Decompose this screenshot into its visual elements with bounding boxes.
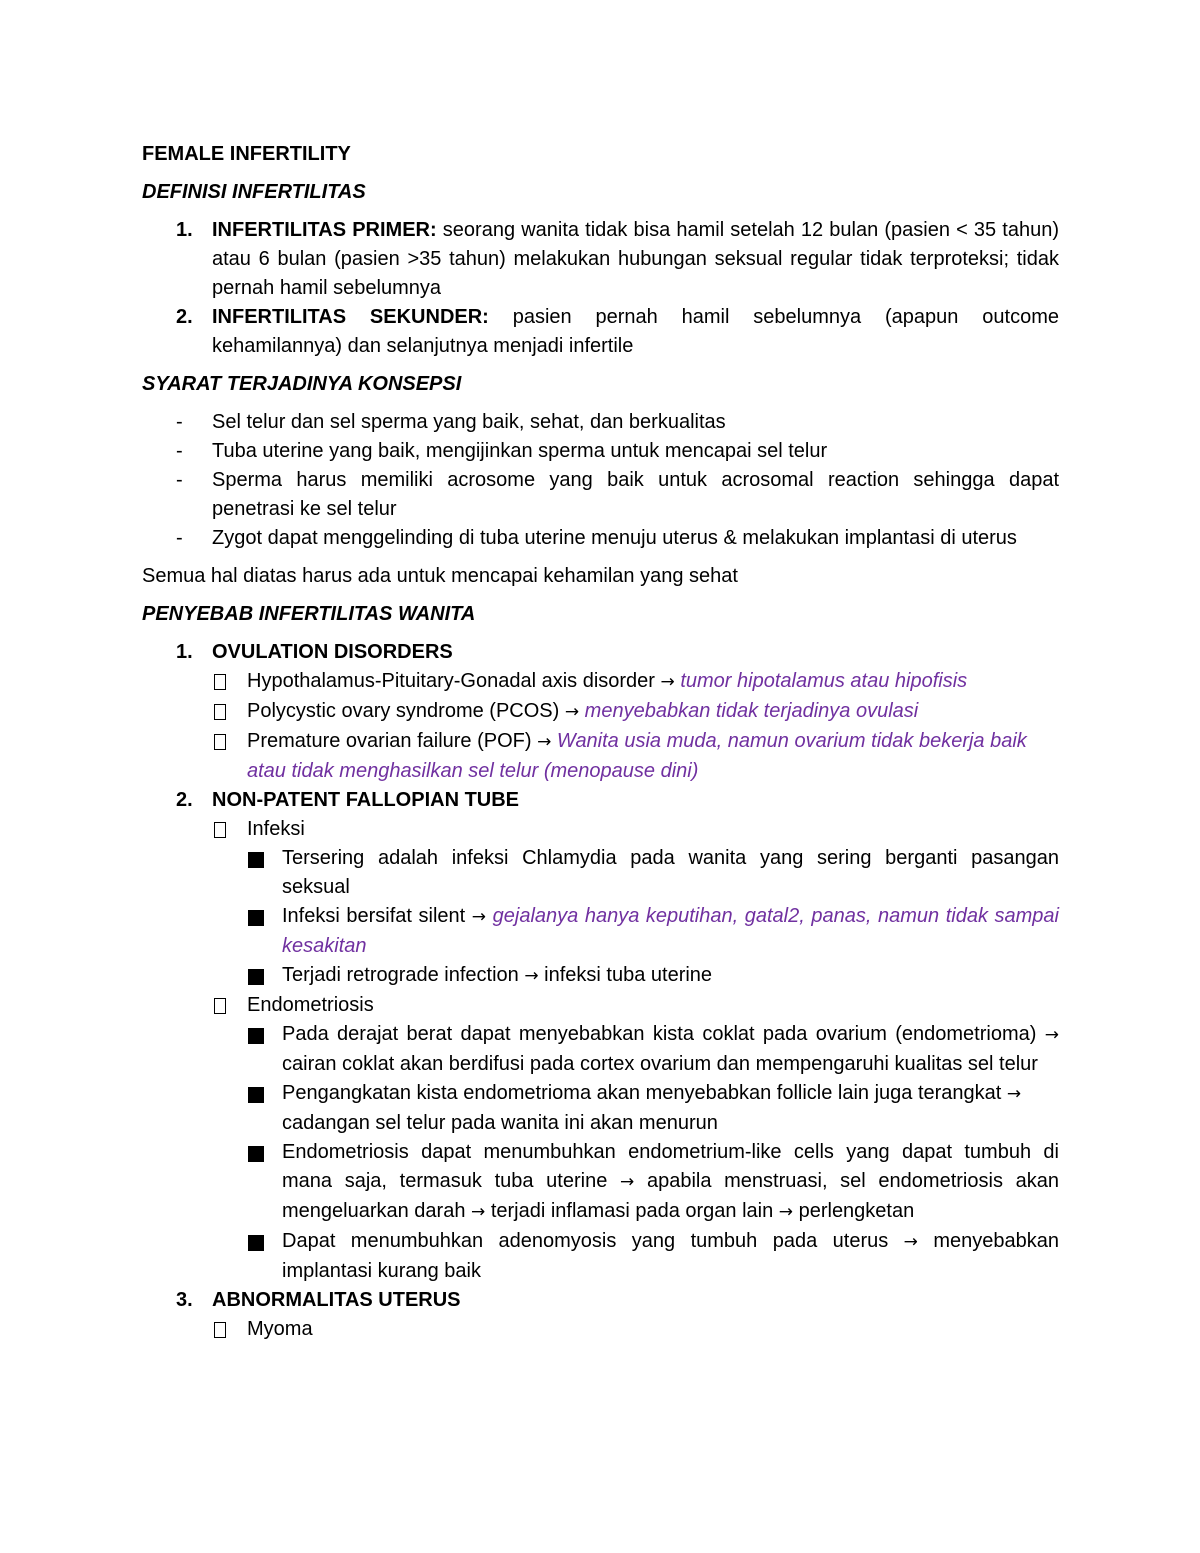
sub-item-text: Myoma <box>247 1318 313 1340</box>
item-text: Zygot dapat menggelinding di tuba uterine menuju uterus & melakukan implantasi di uterus <box>212 527 1017 549</box>
arrow-icon: → <box>903 1232 918 1252</box>
subsub-item-text: cairan coklat akan berdifusi pada cortex ovarium dan mempengaruhi kualitas sel telur <box>282 1053 1038 1075</box>
arrow-icon: → <box>778 1202 794 1222</box>
sub-item-endometriosis <box>212 991 1059 1286</box>
checkbox-glyph-icon <box>212 1315 247 1344</box>
cause-title: OVULATION DISORDERS <box>212 641 453 663</box>
item-text: Sel telur dan sel sperma yang baik, sehat, dan berkualitas <box>212 411 726 433</box>
list-number: 1. <box>176 219 193 241</box>
subsub-item <box>247 1138 1059 1227</box>
subsub-item-note: gejalanya hanya keputihan, gatal2, panas, namun tidak sampai kesakitan <box>282 905 1060 957</box>
dash-bullet: - <box>176 527 183 549</box>
square-bullet-icon <box>247 902 282 931</box>
sub-item-note: menyebabkan tidak terjadinya ovulasi <box>584 700 919 722</box>
list-item <box>142 437 1059 466</box>
arrow-icon: → <box>471 1202 486 1222</box>
section-heading-definisi: DEFINISI INFERTILITAS <box>142 181 366 203</box>
item-text: pasien pernah hamil sebelumnya (apapun outcome kehamilannya) dan selanjutnya menjadi infertile <box>212 306 1059 357</box>
checkbox-glyph-icon <box>212 697 247 726</box>
list-item <box>142 303 1059 361</box>
square-bullet-icon <box>247 1138 282 1167</box>
subsub-item-text: Endometriosis dapat menumbuhkan endometrium-like cells yang dapat tumbuh di mana saja, termasuk tuba uterine <box>282 1141 1059 1192</box>
checkbox-glyph-icon <box>212 667 247 696</box>
arrow-icon: → <box>524 966 539 986</box>
sub-item-text: Polycystic ovary syndrome (PCOS) <box>247 700 565 722</box>
subsub-item <box>247 844 1059 902</box>
document-title: FEMALE INFERTILITY <box>142 143 351 165</box>
conclusion-paragraph: Semua hal diatas harus ada untuk mencapai kehamilan yang sehat <box>142 565 738 587</box>
sub-item <box>212 727 1059 786</box>
sub-item-infeksi <box>212 815 1059 991</box>
subsub-item-text: Terjadi retrograde infection <box>282 964 525 986</box>
definisi-list <box>142 216 1059 361</box>
square-bullet-icon <box>247 844 282 873</box>
checkbox-glyph-icon <box>212 815 247 844</box>
subsub-item-text: Dapat menumbuhkan adenomyosis yang tumbuh pada uterus <box>282 1230 904 1252</box>
syarat-list <box>142 408 1059 553</box>
item-text: Tuba uterine yang baik, mengijinkan sperma untuk mencapai sel telur <box>212 440 828 462</box>
list-item <box>142 466 1059 524</box>
checkbox-glyph-icon <box>212 727 247 756</box>
cause-item-ovulation <box>142 638 1059 786</box>
sub-item-text: Premature ovarian failure (POF) <box>247 730 538 752</box>
item-label: INFERTILITAS PRIMER: <box>212 219 437 241</box>
dash-bullet: - <box>176 440 183 462</box>
square-bullet-icon <box>247 961 282 990</box>
sub-item-text: Hypothalamus-Pituitary-Gonadal axis disorder <box>247 670 661 692</box>
subsub-item-text: Infeksi bersifat silent <box>282 905 472 927</box>
sub-item-note: Wanita usia muda, namun ovarium tidak bekerja baik atau tidak menghasilkan sel telur (menopause dini) <box>247 730 1027 782</box>
section-heading-syarat: SYARAT TERJADINYA KONSEPSI <box>142 373 462 395</box>
arrow-icon: → <box>660 672 675 692</box>
dash-bullet: - <box>176 469 183 491</box>
sub-item-note: tumor hipotalamus atau hipofisis <box>680 670 968 692</box>
sub-item-label: Endometriosis <box>247 994 374 1016</box>
subsub-item <box>247 961 1059 991</box>
subsub-item <box>247 1020 1059 1079</box>
subsub-item-text: cadangan sel telur pada wanita ini akan menurun <box>282 1112 718 1134</box>
arrow-icon: → <box>471 907 487 927</box>
sub-item <box>212 667 1059 697</box>
subsub-item-text: infeksi tuba uterine <box>538 964 713 986</box>
dash-bullet: - <box>176 411 183 433</box>
subsub-item-text: terjadi inflamasi pada organ lain <box>485 1200 779 1222</box>
arrow-icon: → <box>537 732 552 752</box>
subsub-item-text: menyebabkan implantasi kurang baik <box>282 1230 1059 1282</box>
item-label: INFERTILITAS SEKUNDER: <box>212 306 489 328</box>
item-text: seorang wanita tidak bisa hamil setelah 12 bulan (pasien < 35 tahun) atau 6 bulan (pasien >35 tahun) melakukan hubungan seksual regular tidak terproteksi; tidak pernah hamil sebelumnya <box>212 219 1060 299</box>
cause-item-fallopian <box>142 786 1059 1286</box>
cause-item-uterus <box>142 1286 1059 1344</box>
arrow-icon: → <box>564 702 580 722</box>
checkbox-glyph-icon <box>212 991 247 1020</box>
sub-item <box>212 697 1059 727</box>
sub-item <box>212 1315 1059 1344</box>
subsub-item <box>247 1079 1059 1138</box>
square-bullet-icon <box>247 1227 282 1256</box>
section-heading-penyebab: PENYEBAB INFERTILITAS WANITA <box>142 603 476 625</box>
cause-title: NON-PATENT FALLOPIAN TUBE <box>212 789 520 811</box>
list-number: 2. <box>176 789 193 811</box>
arrow-icon: → <box>1006 1084 1022 1104</box>
subsub-item-text: Pada derajat berat dapat menyebabkan kista coklat pada ovarium (endometrioma) <box>282 1023 1045 1045</box>
list-item <box>142 408 1059 437</box>
arrow-icon: → <box>620 1172 635 1192</box>
cause-title: ABNORMALITAS UTERUS <box>212 1289 461 1311</box>
subsub-item <box>247 1227 1059 1286</box>
document-page <box>142 140 1059 1344</box>
item-text: Sperma harus memiliki acrosome yang baik untuk acrosomal reaction sehingga dapat penetrasi ke sel telur <box>212 469 1059 520</box>
list-number: 2. <box>176 306 193 328</box>
list-number: 1. <box>176 641 193 663</box>
subsub-item <box>247 902 1059 961</box>
square-bullet-icon <box>247 1079 282 1108</box>
subsub-item-text: apabila menstruasi, sel endometriosis akan mengeluarkan darah <box>282 1170 1059 1222</box>
subsub-item-text: Pengangkatan kista endometrioma akan menyebabkan follicle lain juga terangkat <box>282 1082 1007 1104</box>
arrow-icon: → <box>1044 1025 1059 1045</box>
list-item <box>142 524 1059 553</box>
square-bullet-icon <box>247 1020 282 1049</box>
sub-item-label: Infeksi <box>247 818 305 840</box>
list-number: 3. <box>176 1289 193 1311</box>
list-item <box>142 216 1059 303</box>
subsub-item-text: perlengketan <box>793 1200 915 1222</box>
subsub-item-text: Tersering adalah infeksi Chlamydia pada wanita yang sering berganti pasangan seksual <box>282 847 1059 898</box>
